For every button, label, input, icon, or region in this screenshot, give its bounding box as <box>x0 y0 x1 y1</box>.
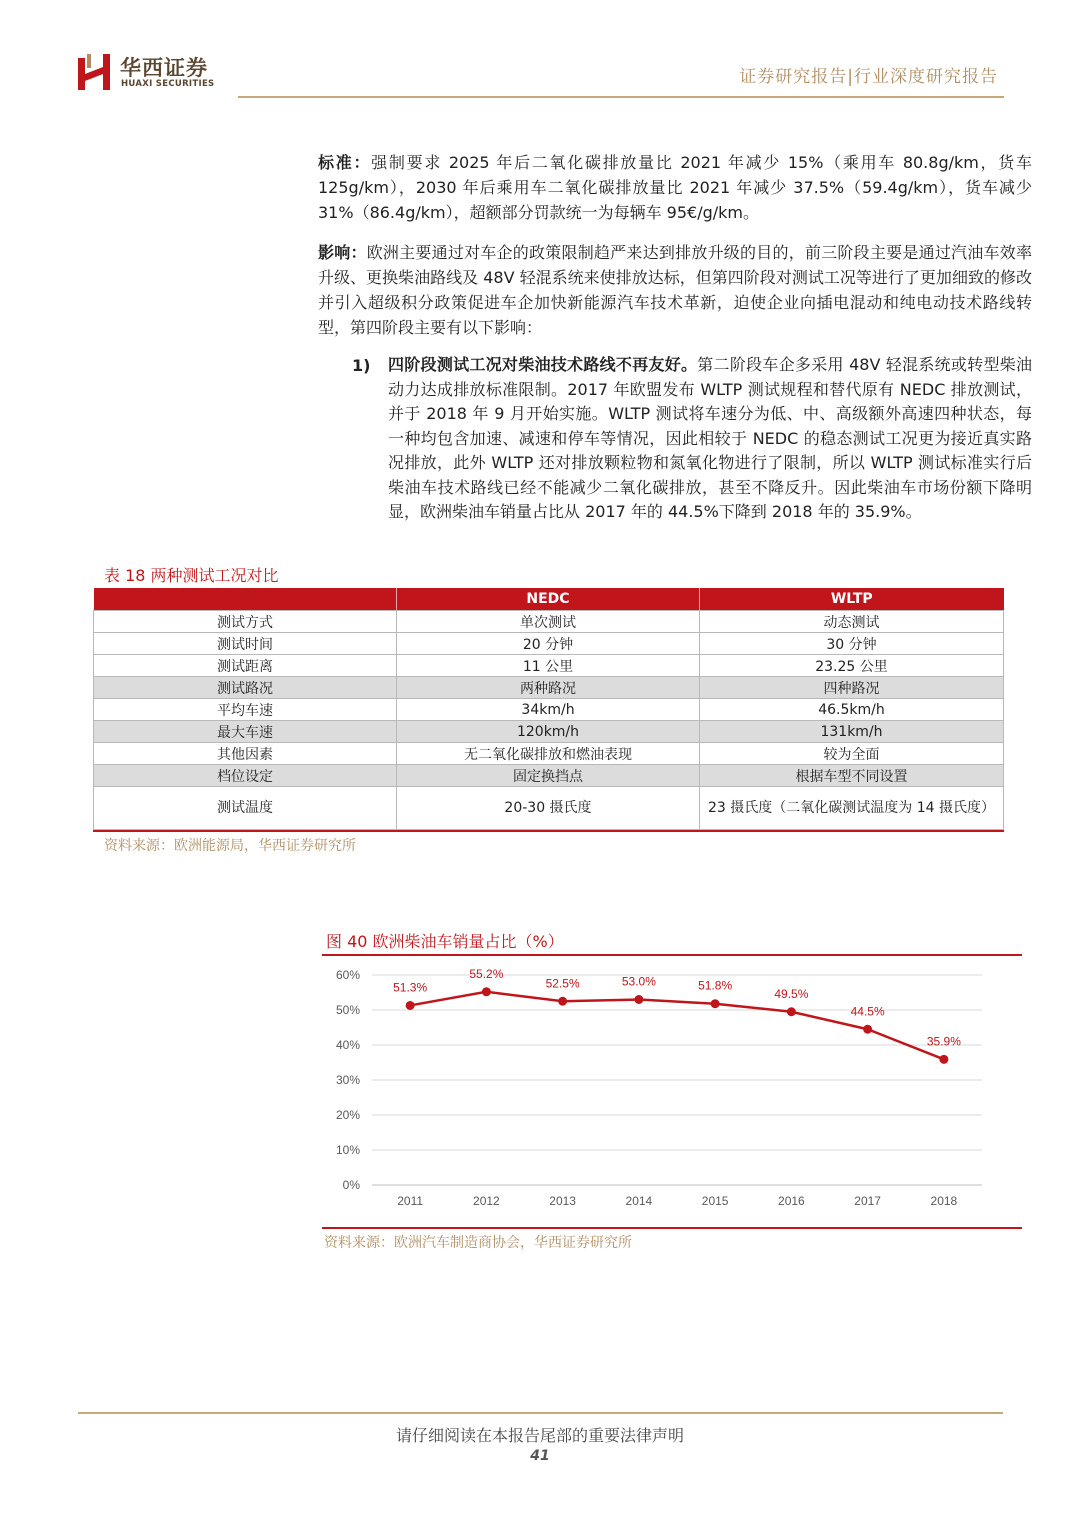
figure-bottom-rule <box>322 1227 1022 1229</box>
table-cell: 23.25 公里 <box>700 655 1004 677</box>
data-label: 44.5% <box>850 1004 885 1019</box>
brand-name-cn: 华西证券 <box>120 56 208 80</box>
huaxi-logo-icon <box>78 54 110 90</box>
standard-label: 标准： <box>318 153 372 172</box>
table-cell: 两种路况 <box>397 677 700 699</box>
data-point <box>787 1007 796 1016</box>
x-tick-label: 2012 <box>473 1194 500 1208</box>
data-point <box>558 997 567 1006</box>
table-cell: 固定换挡点 <box>397 765 700 787</box>
footer-divider <box>78 1412 1003 1414</box>
data-labels <box>393 967 961 1049</box>
table-cell: 30 分钟 <box>700 633 1004 655</box>
y-tick-label: 30% <box>335 1073 360 1087</box>
table-cell: 测试温度 <box>94 787 397 830</box>
table-cell: 34km/h <box>397 699 700 721</box>
standard-text: 强制要求 2025 年后二氧化碳排放量比 2021 年减少 15%（乘用车 80.8g/km，货车 125g/km），2030 年后乘用车二氧化碳排放量比 2021 年减少 37.5%（59.4g/km），货车减少 31%（86.4g/km），超额部分罚款统一为每辆车 95€/g/km。 <box>318 153 1032 222</box>
impact-label: 影响： <box>318 243 367 262</box>
diesel-share-line-chart <box>322 958 1022 1224</box>
table-cell: 20-30 摄氏度 <box>397 787 700 830</box>
impact-paragraph <box>318 240 1032 340</box>
data-point <box>634 995 643 1004</box>
table-row <box>94 633 1004 655</box>
data-label: 55.2% <box>469 966 504 981</box>
data-label: 51.8% <box>698 978 733 993</box>
figure-top-rule <box>322 954 1022 956</box>
y-tick-label: 60% <box>335 968 360 982</box>
table-row <box>94 655 1004 677</box>
y-tick-label: 50% <box>335 1003 360 1017</box>
list-item-bold: 四阶段测试工况对柴油技术路线不再友好。 <box>388 355 698 374</box>
series-line <box>410 992 944 1060</box>
table-cell: 20 分钟 <box>397 633 700 655</box>
y-tick-label: 0% <box>342 1178 360 1192</box>
table-row <box>94 765 1004 787</box>
table-title: 表 18 两种测试工况对比 <box>104 566 279 585</box>
data-point <box>406 1001 415 1010</box>
x-tick-label: 2015 <box>701 1194 729 1208</box>
table-cell: 测试路况 <box>94 677 397 699</box>
table-cell: 四种路况 <box>700 677 1004 699</box>
table-cell: 46.5km/h <box>700 699 1004 721</box>
table-cell: 最大车速 <box>94 721 397 743</box>
y-tick-label: 10% <box>335 1143 360 1157</box>
data-point <box>711 999 720 1008</box>
data-label: 52.5% <box>545 976 580 991</box>
x-tick-label: 2016 <box>778 1194 805 1208</box>
table-cell: 测试时间 <box>94 633 397 655</box>
list-item-text <box>388 353 1032 525</box>
table-row <box>94 721 1004 743</box>
table-header-cell <box>94 588 397 611</box>
x-axis-ticks <box>397 1194 957 1208</box>
table-row <box>94 743 1004 765</box>
data-label: 49.5% <box>774 986 809 1001</box>
impact-text: 欧洲主要通过对车企的政策限制趋严来达到排放升级的目的，前三阶段主要是通过汽油车效率升级、更换柴油路线及 48V 轻混系统来使排放达标，但第四阶段对测试工况等进行了更加细致的修改并引入超级积分政策促进车企加快新能源汽车技术革新，迫使企业向插电混动和纯电动技术路线转型，第四阶段主要有以下影响： <box>318 243 1032 337</box>
standard-paragraph <box>318 150 1032 225</box>
table-cell: 平均车速 <box>94 699 397 721</box>
list-item-body: 第二阶段车企多采用 48V 轻混系统或转型柴油动力达成排放标准限制。2017 年欧盟发布 WLTP 测试规程和替代原有 NEDC 排放测试，并于 2018 年 9 月开始实施。WLTP 测试将车速分为低、中、高级额外高速四种状态，每一种均包含加速、减速和停车等情况，因此相较于 NEDC 的稳态测试工况更为接近真实路况排放，此外 WLTP 还对排放颗粒物和氮氧化物进行了限制，所以 WLTP 测试标准实行后柴油车技术路线已经不能减少二氧化碳排放，甚至不降反升。因此柴油车市场份额下降明显，欧洲柴油车销量占比从 2017 年的 44.5%下降到 2018 年的 35.9%。 <box>388 355 1032 521</box>
table-cell: 120km/h <box>397 721 700 743</box>
header-divider <box>238 96 1004 98</box>
legal-notice: 请仔细阅读在本报告尾部的重要法律声明 <box>395 1426 684 1445</box>
table-row <box>94 611 1004 633</box>
comparison-table <box>93 588 1004 830</box>
y-axis-ticks <box>336 968 360 1192</box>
chart-grid <box>372 975 982 1185</box>
y-tick-label: 20% <box>335 1108 360 1122</box>
table-cell: 23 摄氏度（二氧化碳测试温度为 14 摄氏度） <box>700 787 1004 830</box>
x-tick-label: 2011 <box>397 1194 424 1208</box>
table-cell: 较为全面 <box>700 743 1004 765</box>
y-tick-label: 40% <box>335 1038 360 1052</box>
data-point <box>482 987 491 996</box>
page-number: 41 <box>530 1448 550 1464</box>
table-cell: 其他因素 <box>94 743 397 765</box>
data-label: 51.3% <box>393 980 428 995</box>
figure-source: 资料来源：欧洲汽车制造商协会，华西证券研究所 <box>324 1235 632 1251</box>
table-cell: 根据车型不同设置 <box>700 765 1004 787</box>
table-cell: 测试距离 <box>94 655 397 677</box>
x-tick-label: 2013 <box>549 1194 576 1208</box>
table-cell: 11 公里 <box>397 655 700 677</box>
brand-name-en: HUAXI SECURITIES <box>121 79 215 89</box>
table-cell: 单次测试 <box>397 611 700 633</box>
x-tick-label: 2018 <box>930 1194 958 1208</box>
data-point <box>939 1055 948 1064</box>
x-tick-label: 2014 <box>625 1194 653 1208</box>
table-cell: 档位设定 <box>94 765 397 787</box>
table-row <box>94 787 1004 830</box>
table-cell: 动态测试 <box>700 611 1004 633</box>
table-bottom-rule <box>93 830 1004 832</box>
table-row <box>94 677 1004 699</box>
table-header-row <box>94 588 1004 611</box>
table-cell: 131km/h <box>700 721 1004 743</box>
table-row <box>94 699 1004 721</box>
data-label: 35.9% <box>926 1034 961 1049</box>
table-cell: 无二氧化碳排放和燃油表现 <box>397 743 700 765</box>
table-header-cell: WLTP <box>700 588 1004 611</box>
data-label: 53.0% <box>621 974 656 989</box>
table-source: 资料来源：欧洲能源局，华西证券研究所 <box>104 838 356 854</box>
series-points <box>406 987 949 1064</box>
x-tick-label: 2017 <box>854 1194 881 1208</box>
list-item-number: 1) <box>352 356 371 375</box>
data-point <box>863 1025 872 1034</box>
table-header-cell: NEDC <box>397 588 700 611</box>
table-cell: 测试方式 <box>94 611 397 633</box>
figure-title: 图 40 欧洲柴油车销量占比（%） <box>326 932 564 951</box>
report-type: 证券研究报告|行业深度研究报告 <box>739 67 998 87</box>
